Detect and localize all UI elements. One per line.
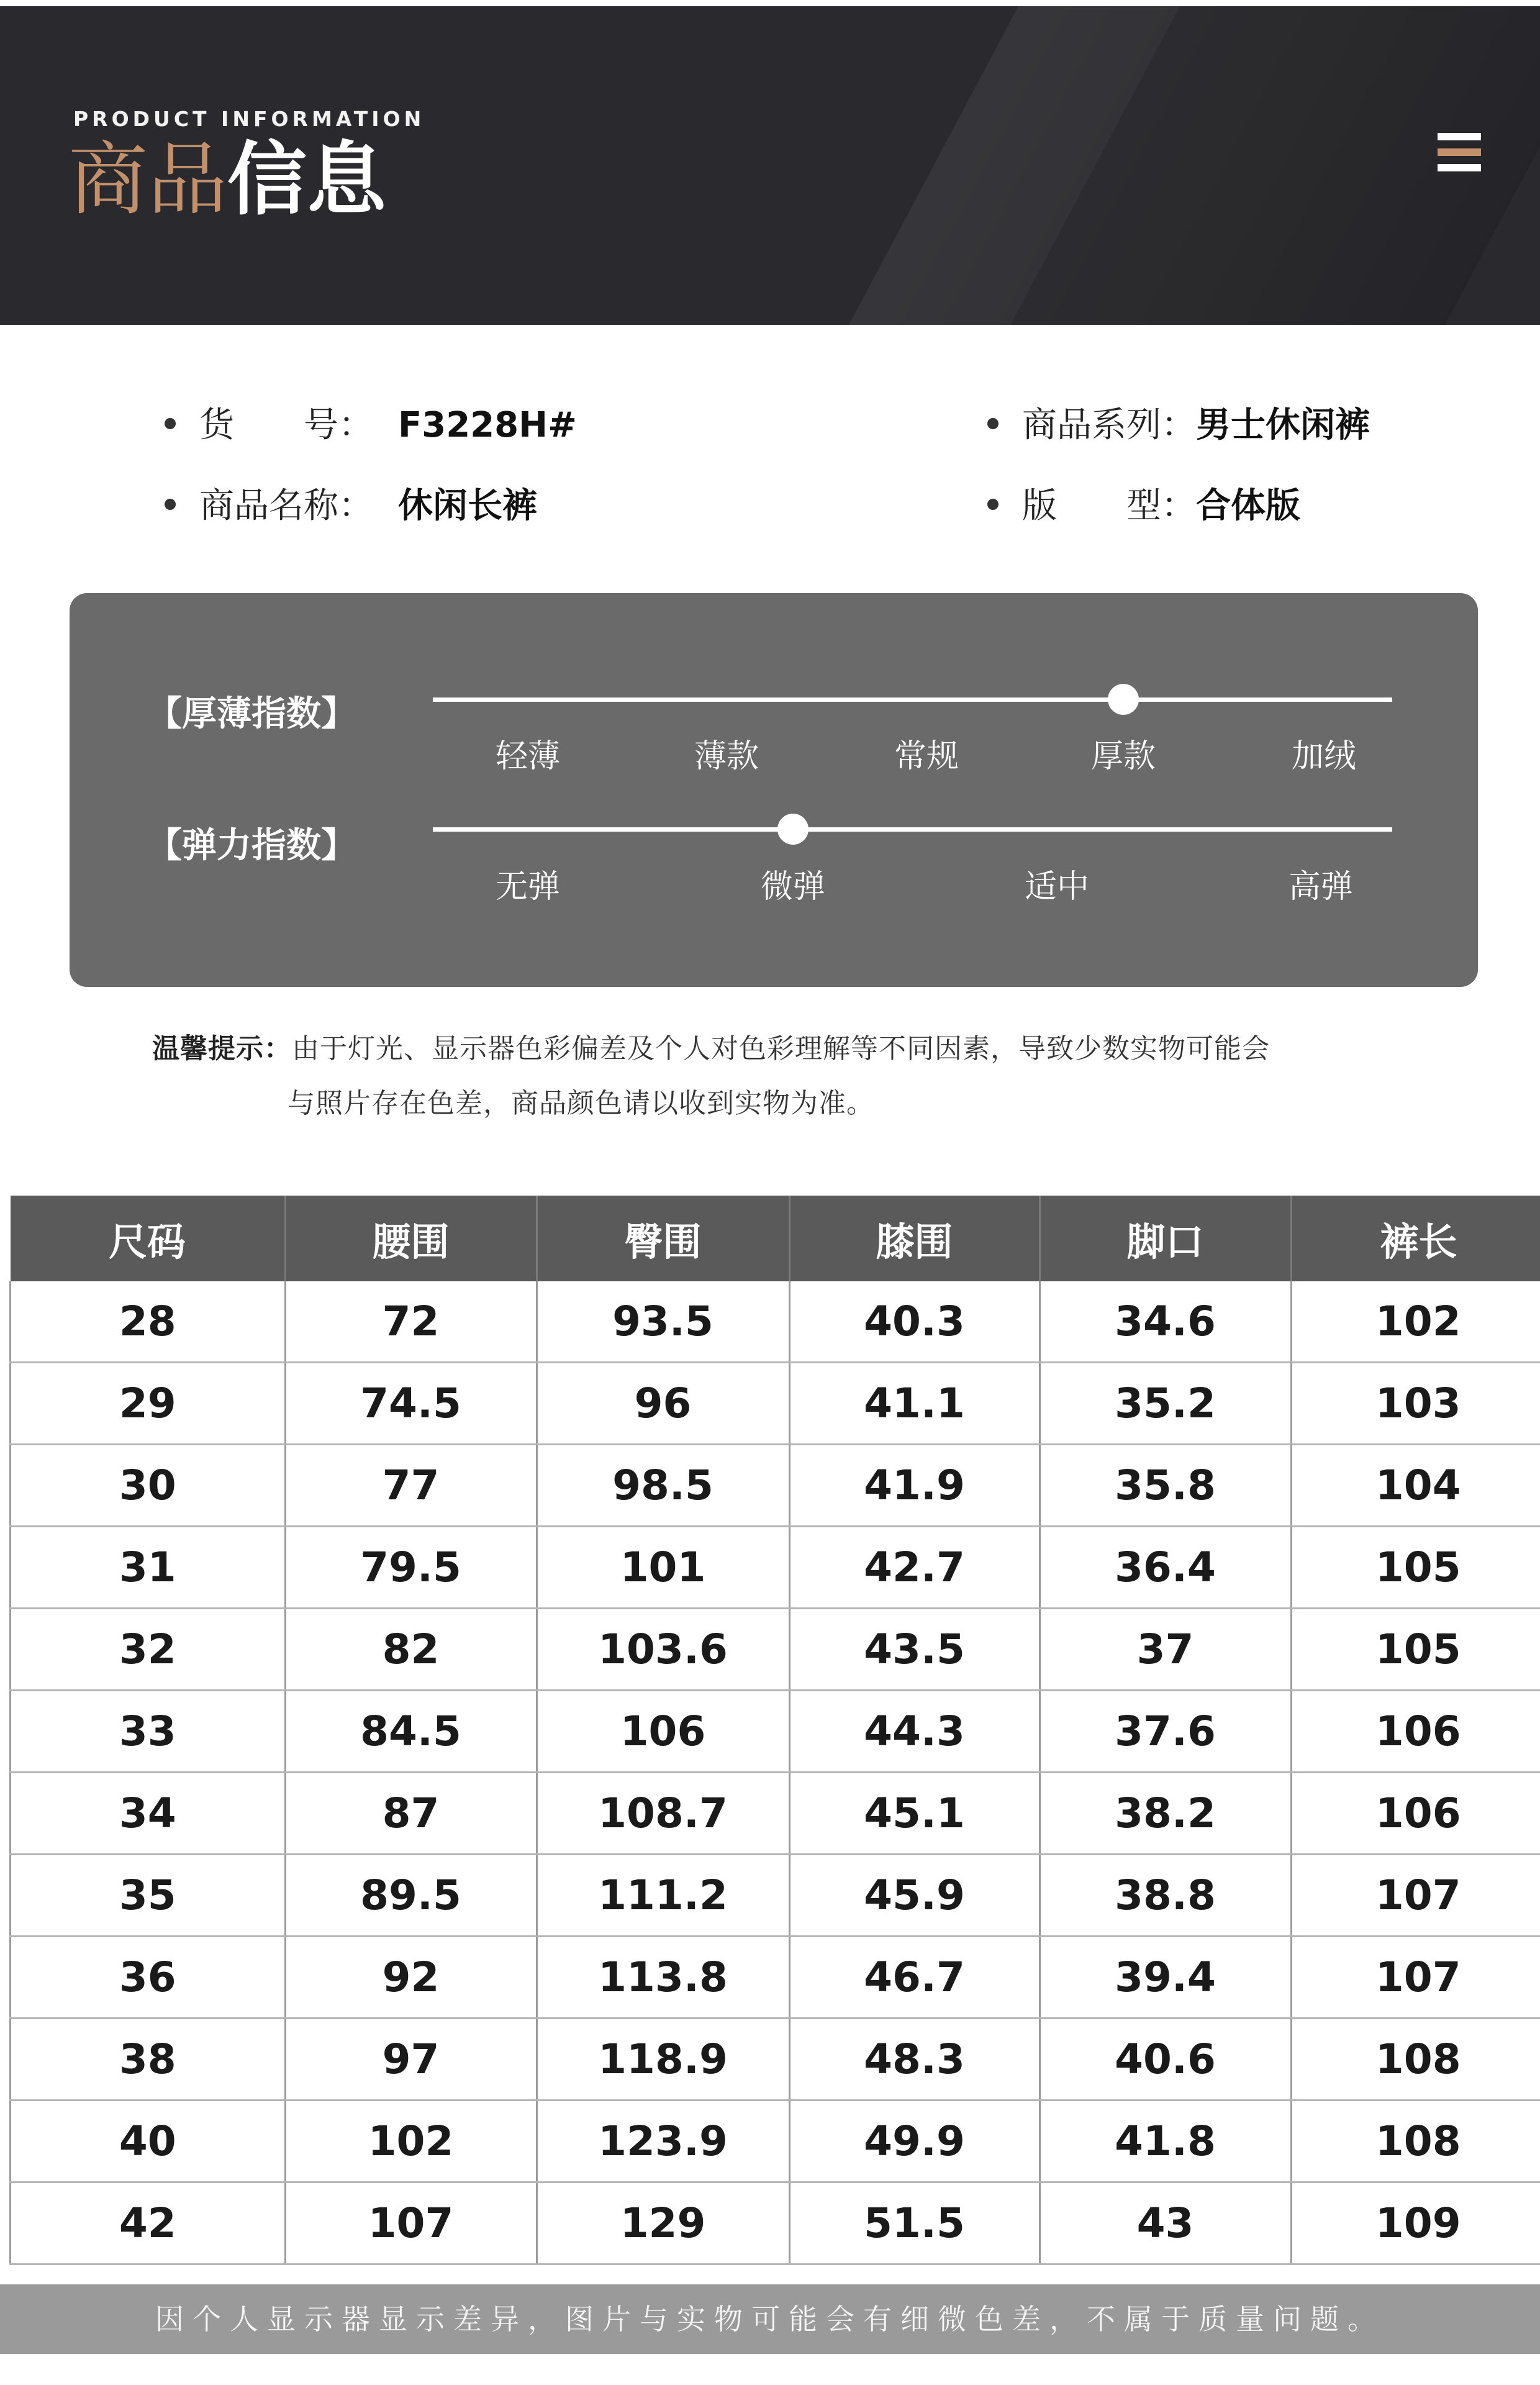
thickness-index-title: 【厚薄指数】 [147, 694, 356, 734]
cell-leg-opening: 35.2 [1040, 1363, 1291, 1445]
cell-length: 104 [1291, 1445, 1540, 1527]
col-header-knee: 膝围 [789, 1196, 1040, 1281]
cell-knee: 51.5 [789, 2183, 1040, 2265]
cell-leg-opening: 37.6 [1040, 1691, 1291, 1773]
col-header-size: 尺码 [11, 1196, 286, 1281]
cell-length: 109 [1291, 2183, 1540, 2265]
page-title [68, 130, 386, 230]
cell-hip: 101 [537, 1527, 789, 1609]
hamburger-menu-icon[interactable] [1438, 133, 1481, 171]
cell-size: 40 [11, 2101, 286, 2183]
header-subtitle: PRODUCT INFORMATION [73, 107, 425, 131]
cell-size: 34 [11, 1773, 286, 1855]
cell-size: 42 [11, 2183, 286, 2265]
menu-line-top [1438, 133, 1481, 140]
cell-leg-opening: 41.8 [1040, 2101, 1291, 2183]
cell-hip: 113.8 [537, 1937, 789, 2019]
cell-size: 38 [11, 2019, 286, 2101]
col-header-waist: 腰围 [285, 1196, 537, 1281]
item-number-label: 货 号： [199, 405, 373, 445]
elasticity-option-2: 微弹 [760, 868, 826, 906]
table-row [11, 1691, 1540, 1773]
col-header-length: 裤长 [1291, 1196, 1540, 1281]
col-header-hip: 臀围 [537, 1196, 789, 1281]
elasticity-option-3: 适中 [1024, 868, 1090, 906]
cell-knee: 48.3 [789, 2019, 1040, 2101]
product-name-value: 休闲长裤 [398, 486, 537, 526]
cell-leg-opening: 35.8 [1040, 1445, 1291, 1527]
cell-waist: 79.5 [285, 1527, 537, 1609]
cell-hip: 103.6 [537, 1609, 789, 1691]
cell-size: 30 [11, 1445, 286, 1527]
size-table-header-row [11, 1196, 1540, 1281]
thickness-option-1: 轻薄 [495, 738, 561, 775]
elasticity-option-1: 无弹 [495, 868, 561, 906]
cell-knee: 49.9 [789, 2101, 1040, 2183]
cell-knee: 45.1 [789, 1773, 1040, 1855]
cell-waist: 102 [285, 2101, 537, 2183]
cell-leg-opening: 38.8 [1040, 1855, 1291, 1937]
cell-hip: 96 [537, 1363, 789, 1445]
bullet-icon [987, 418, 999, 429]
cell-waist: 84.5 [285, 1691, 537, 1773]
cell-waist: 89.5 [285, 1855, 537, 1937]
cell-hip: 93.5 [537, 1281, 789, 1363]
notice-line-1 [152, 1026, 1270, 1066]
series-label: 商品系列： [1022, 405, 1196, 445]
thickness-option-4: 厚款 [1090, 738, 1156, 775]
series-value: 男士休闲裤 [1196, 405, 1370, 445]
cell-size: 28 [11, 1281, 286, 1363]
cell-size: 35 [11, 1855, 286, 1937]
bullet-icon [165, 499, 176, 510]
cell-knee: 40.3 [789, 1281, 1040, 1363]
cell-length: 106 [1291, 1773, 1540, 1855]
table-row [11, 1445, 1540, 1527]
bullet-icon [165, 418, 176, 429]
col-header-leg-opening: 脚口 [1040, 1196, 1291, 1281]
thickness-option-3: 常规 [894, 738, 959, 775]
info-fit [987, 478, 1300, 528]
cell-hip: 118.9 [537, 2019, 789, 2101]
item-number-value: F3228H# [398, 405, 577, 445]
cell-size: 32 [11, 1609, 286, 1691]
table-row [11, 1281, 1540, 1363]
cell-leg-opening: 37 [1040, 1609, 1291, 1691]
cell-length: 102 [1291, 1281, 1540, 1363]
cell-leg-opening: 43 [1040, 2183, 1291, 2265]
info-item-number [165, 398, 577, 447]
cell-leg-opening: 34.6 [1040, 1281, 1291, 1363]
cell-leg-opening: 38.2 [1040, 1773, 1291, 1855]
cell-leg-opening: 39.4 [1040, 1937, 1291, 2019]
elasticity-option-4: 高弹 [1288, 868, 1354, 906]
cell-waist: 107 [285, 2183, 537, 2265]
cell-knee: 43.5 [789, 1609, 1040, 1691]
cell-hip: 129 [537, 2183, 789, 2265]
cell-size: 33 [11, 1691, 286, 1773]
cell-waist: 72 [285, 1281, 537, 1363]
cell-waist: 92 [285, 1937, 537, 2019]
thickness-option-5: 加绒 [1291, 738, 1357, 775]
thickness-option-2: 薄款 [694, 738, 759, 775]
cell-knee: 41.1 [789, 1363, 1040, 1445]
product-name-label: 商品名称： [199, 486, 373, 526]
cell-length: 107 [1291, 1855, 1540, 1937]
fit-label: 版 型： [1022, 486, 1196, 526]
elasticity-slider-knob[interactable] [777, 814, 808, 845]
thickness-slider-knob[interactable] [1108, 684, 1139, 715]
cell-size: 36 [11, 1937, 286, 2019]
table-row [11, 1609, 1540, 1691]
cell-hip: 123.9 [537, 2101, 789, 2183]
elasticity-index-title: 【弹力指数】 [147, 825, 356, 866]
table-row [11, 2183, 1540, 2265]
size-table [9, 1196, 1540, 2265]
elasticity-slider-track [433, 827, 1392, 832]
cell-length: 106 [1291, 1691, 1540, 1773]
thickness-slider-track [433, 697, 1392, 702]
table-row [11, 2019, 1540, 2101]
cell-size: 29 [11, 1363, 286, 1445]
table-row [11, 1773, 1540, 1855]
cell-length: 107 [1291, 1937, 1540, 2019]
cell-length: 105 [1291, 1609, 1540, 1691]
cell-waist: 77 [285, 1445, 537, 1527]
cell-hip: 98.5 [537, 1445, 789, 1527]
cell-waist: 87 [285, 1773, 537, 1855]
cell-hip: 111.2 [537, 1855, 789, 1937]
cell-leg-opening: 36.4 [1040, 1527, 1291, 1609]
table-row [11, 1363, 1540, 1445]
fabric-index-panel [70, 593, 1478, 987]
cell-waist: 97 [285, 2019, 537, 2101]
cell-hip: 108.7 [537, 1773, 789, 1855]
menu-line-middle [1438, 148, 1481, 156]
cell-waist: 74.5 [285, 1363, 537, 1445]
cell-knee: 42.7 [789, 1527, 1040, 1609]
cell-length: 108 [1291, 2019, 1540, 2101]
cell-waist: 82 [285, 1609, 537, 1691]
cell-knee: 41.9 [789, 1445, 1040, 1527]
notice-text-2: 与照片存在色差，商品颜色请以收到实物为准。 [288, 1088, 874, 1119]
table-row [11, 1527, 1540, 1609]
info-product-name [165, 478, 537, 528]
notice-label: 温馨提示： [152, 1033, 292, 1065]
info-series [987, 398, 1370, 447]
header-banner [0, 6, 1540, 325]
cell-leg-opening: 40.6 [1040, 2019, 1291, 2101]
table-row [11, 1937, 1540, 2019]
footer-disclaimer: 因个人显示器显示差异，图片与实物可能会有细微色差，不属于质量问题。 [0, 2284, 1540, 2354]
cell-length: 105 [1291, 1527, 1540, 1609]
cell-size: 31 [11, 1527, 286, 1609]
cell-knee: 44.3 [789, 1691, 1040, 1773]
fit-value: 合体版 [1196, 486, 1300, 526]
table-row [11, 1855, 1540, 1937]
menu-line-bottom [1438, 164, 1481, 171]
cell-knee: 46.7 [789, 1937, 1040, 2019]
cell-knee: 45.9 [789, 1855, 1040, 1937]
cell-length: 108 [1291, 2101, 1540, 2183]
bullet-icon [987, 499, 999, 510]
cell-length: 103 [1291, 1363, 1540, 1445]
table-row [11, 2101, 1540, 2183]
page-title-part1: 商品 [68, 134, 228, 226]
notice-text-1: 由于灯光、显示器色彩偏差及个人对色彩理解等不同因素，导致少数实物可能会 [292, 1033, 1270, 1065]
page-title-part2: 信息 [227, 134, 387, 226]
cell-hip: 106 [537, 1691, 789, 1773]
